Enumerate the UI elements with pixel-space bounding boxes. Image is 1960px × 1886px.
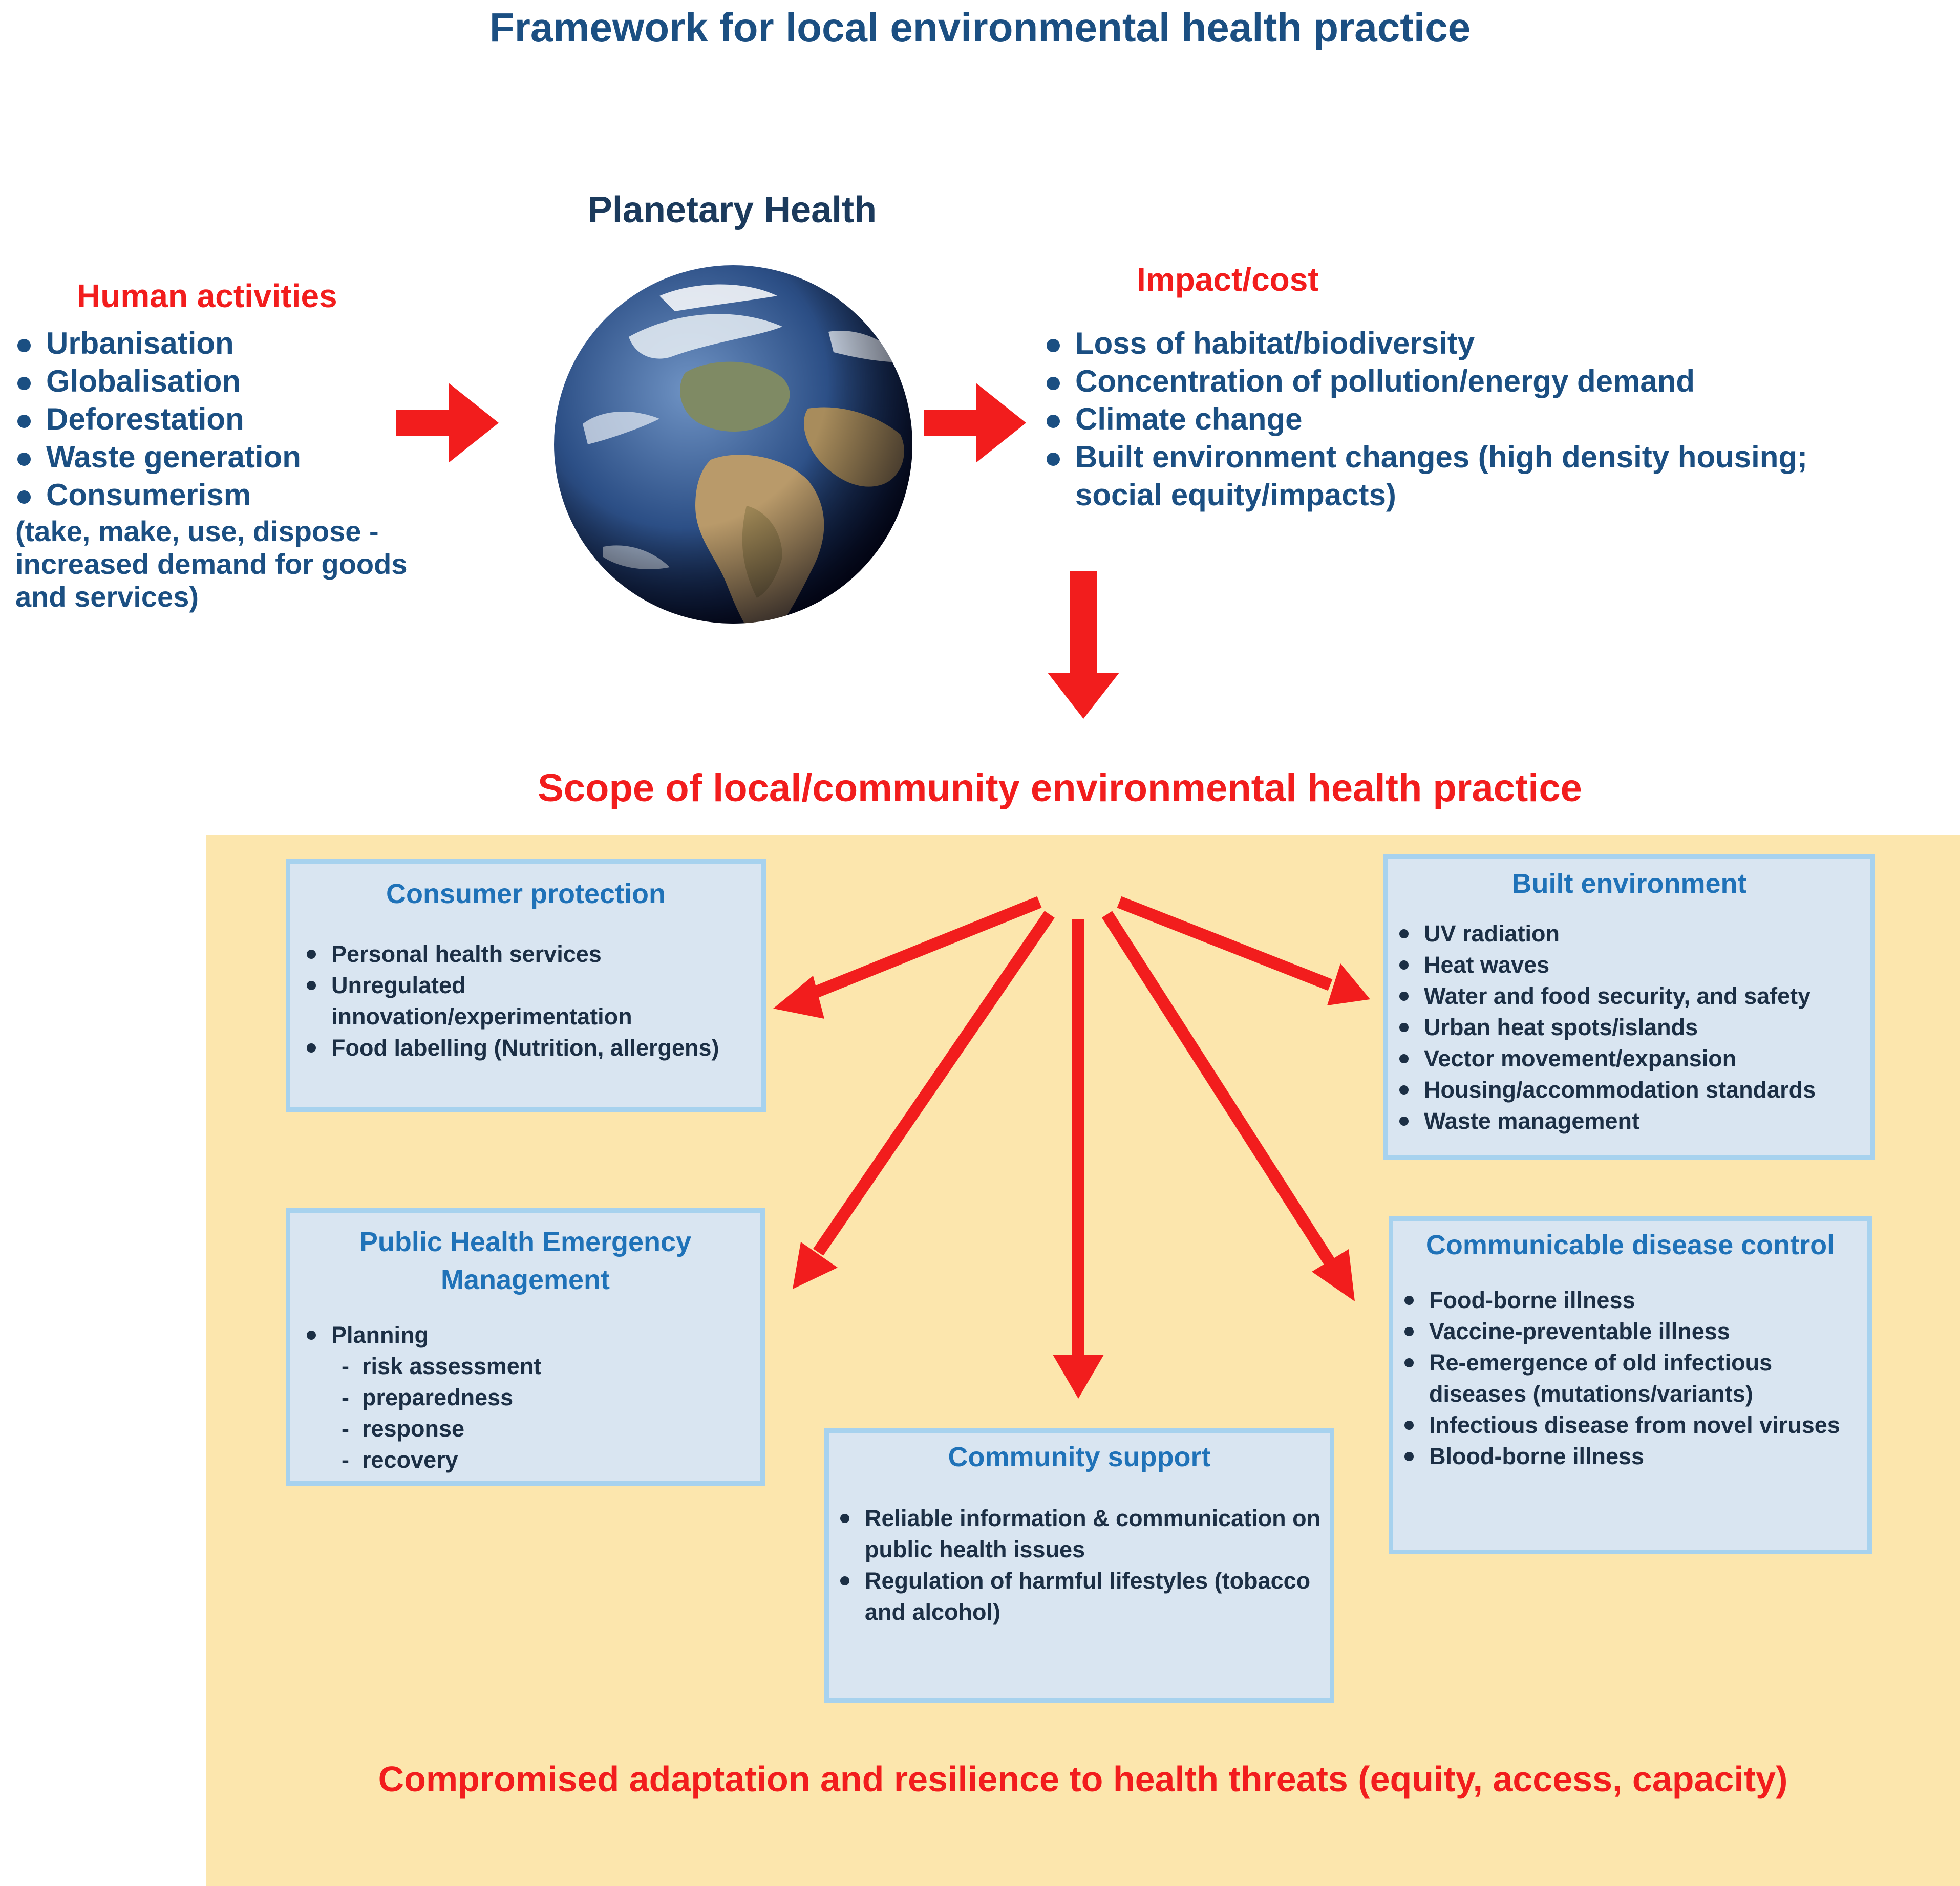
community-support-title: Community support bbox=[948, 1442, 1211, 1472]
list-item: - recovery bbox=[342, 1444, 750, 1475]
list-item: Concentration of pollution/energy demand bbox=[1045, 362, 1915, 400]
list-item: Food-borne illness bbox=[1398, 1284, 1857, 1316]
list-item: Waste generation bbox=[15, 438, 384, 476]
list-item: Climate change bbox=[1045, 400, 1915, 438]
arrowhead-consumer-protection bbox=[773, 976, 824, 1019]
list-item: Urban heat spots/islands bbox=[1393, 1012, 1860, 1043]
arrowhead-built-environment bbox=[1327, 963, 1370, 1005]
list-item: - response bbox=[342, 1413, 750, 1444]
built-environment-title: Built environment bbox=[1511, 868, 1747, 899]
emergency-management-title: Public Health Emergency Management bbox=[359, 1227, 692, 1295]
list-item: Personal health services bbox=[301, 938, 746, 970]
list-item: UV radiation bbox=[1393, 918, 1860, 949]
list-item: Waste management bbox=[1393, 1105, 1860, 1137]
list-item: Reliable information & communication on public health issues bbox=[834, 1503, 1325, 1565]
human-activities-heading: Human activities bbox=[77, 277, 337, 314]
list-item: Globalisation bbox=[15, 362, 384, 400]
list-item: Housing/accommodation standards bbox=[1393, 1074, 1860, 1105]
planetary-health-heading: Planetary Health bbox=[587, 189, 877, 230]
list-item: Unregulated innovation/experimentation bbox=[301, 970, 746, 1032]
consumer-protection-title: Consumer protection bbox=[386, 878, 666, 909]
impact-heading: Impact/cost bbox=[1137, 261, 1319, 298]
list-item: Vector movement/expansion bbox=[1393, 1043, 1860, 1074]
list-item: Water and food security, and safety bbox=[1393, 980, 1860, 1012]
arrowhead-community-support bbox=[1053, 1355, 1104, 1399]
communicable-disease-title: Communicable disease control bbox=[1425, 1230, 1835, 1260]
scope-heading: Scope of local/community environmental health practice bbox=[538, 766, 1582, 810]
list-item: Vaccine-preventable illness bbox=[1398, 1316, 1857, 1347]
list-item: Loss of habitat/biodiversity bbox=[1045, 325, 1915, 362]
list-item: Food labelling (Nutrition, allergens) bbox=[301, 1032, 746, 1063]
list-item: Urbanisation bbox=[15, 325, 384, 362]
list-item: Planning bbox=[301, 1319, 750, 1351]
list-item: Regulation of harmful lifestyles (tobacco and alcohol) bbox=[834, 1565, 1325, 1627]
consumerism-note: (take, make, use, dispose - increased demand for goods and services) bbox=[15, 515, 408, 613]
list-item: Heat waves bbox=[1393, 949, 1860, 980]
list-item: Re-emergence of old infectious diseases (mutations/variants) bbox=[1398, 1347, 1857, 1409]
page-title: Framework for local environmental health practice bbox=[489, 5, 1471, 50]
list-item: Built environment changes (high density housing; social equity/impacts) bbox=[1045, 438, 1915, 514]
list-item: Blood-borne illness bbox=[1398, 1441, 1857, 1472]
resilience-statement: Compromised adaptation and resilience to health threats (equity, access, capacity) bbox=[378, 1759, 1788, 1799]
arrow-to-emergency-management bbox=[818, 914, 1050, 1252]
list-item: - risk assessment bbox=[342, 1351, 750, 1382]
arrow-activities-to-planet bbox=[396, 383, 499, 463]
arrow-impact-to-scope bbox=[1048, 571, 1119, 719]
list-item: - preparedness bbox=[342, 1382, 750, 1413]
list-item: Consumerism bbox=[15, 476, 384, 514]
arrow-planet-to-impact bbox=[924, 383, 1026, 463]
list-item: Deforestation bbox=[15, 400, 384, 438]
list-item: Infectious disease from novel viruses bbox=[1398, 1409, 1857, 1441]
